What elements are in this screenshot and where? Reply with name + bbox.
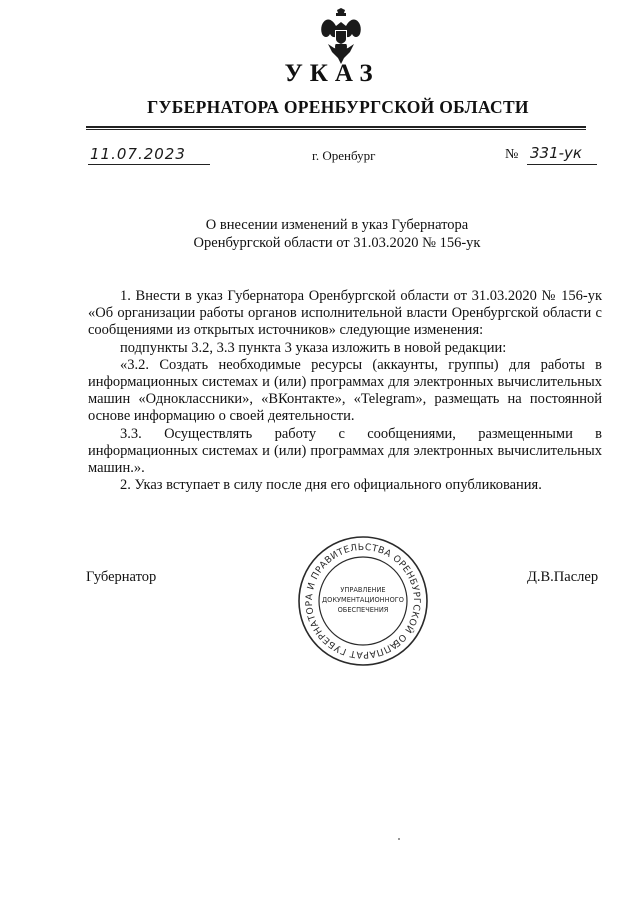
document-type-title: УКАЗ [284,60,380,87]
issuer-title: ГУБЕРНАТОРА ОРЕНБУРГСКОЙ ОБЛАСТИ [147,97,529,117]
number-sign: № [505,147,519,162]
city-label: г. Оренбург [312,148,376,163]
paragraph-5: 2. Указ вступает в силу после дня его официального опубликования. [120,477,542,494]
paragraph-1: 1. Внести в указ Губернатора Оренбургской области от 31.03.2020 № 156-ук «Об организации работы органов исполнительной власти Оренбургской области с сообщениями из открытых источников» следующие изменения: [88,288,602,339]
scan-speck [398,838,400,840]
subject-line-1: О внесении изменений в указ Губернатора [205,217,469,233]
official-stamp [294,532,432,670]
signer-position: Губернатор [86,569,157,585]
subject-line-2: Оренбургской области от 31.03.2020 № 156-ук [193,235,481,251]
stamp-ring-text: АППАРАТ ГУБЕРНАТОРА И ПРАВИТЕЛЬСТВА ОРЕНБУРГСКОЙ ОБЛАСТИ [303,541,423,661]
paragraph-4: 3.3. Осуществлять работу с сообщениями, размещенными в информационных системах и (или) программах для электронных вычислительных машин.». [88,425,602,477]
date-field [88,143,210,167]
document-subject [0,216,640,252]
date-underline [88,164,210,165]
paragraph-3: «3.2. Создать необходимые ресурсы (аккаунты, группы) для работы в информационных системах и (или) программах для электронных вычислительных машин «Одноклассники», «ВКонтакте», «Telegram», размещать на постоянной основе информацию о своей деятельности. [88,356,602,425]
stamp-center-line-1: УПРАВЛЕНИЕ [340,586,386,594]
number-field [505,143,597,167]
stamp-center-line-3: ОБЕСПЕЧЕНИЯ [337,606,389,614]
stamp-center-line-2: ДОКУМЕНТАЦИОННОГО [322,596,404,604]
signer-name: Д.В.Паслер [527,569,599,585]
header-divider [86,126,586,131]
paragraph-2: подпункты 3.2, 3.3 пункта 3 указа изложить в новой редакции: [120,339,507,356]
coat-of-arms-icon [318,8,364,64]
handwritten-date: 11.07.2023 [90,145,186,163]
handwritten-number: 331-ук [530,144,582,162]
number-underline [527,164,597,165]
document-body [88,288,602,494]
